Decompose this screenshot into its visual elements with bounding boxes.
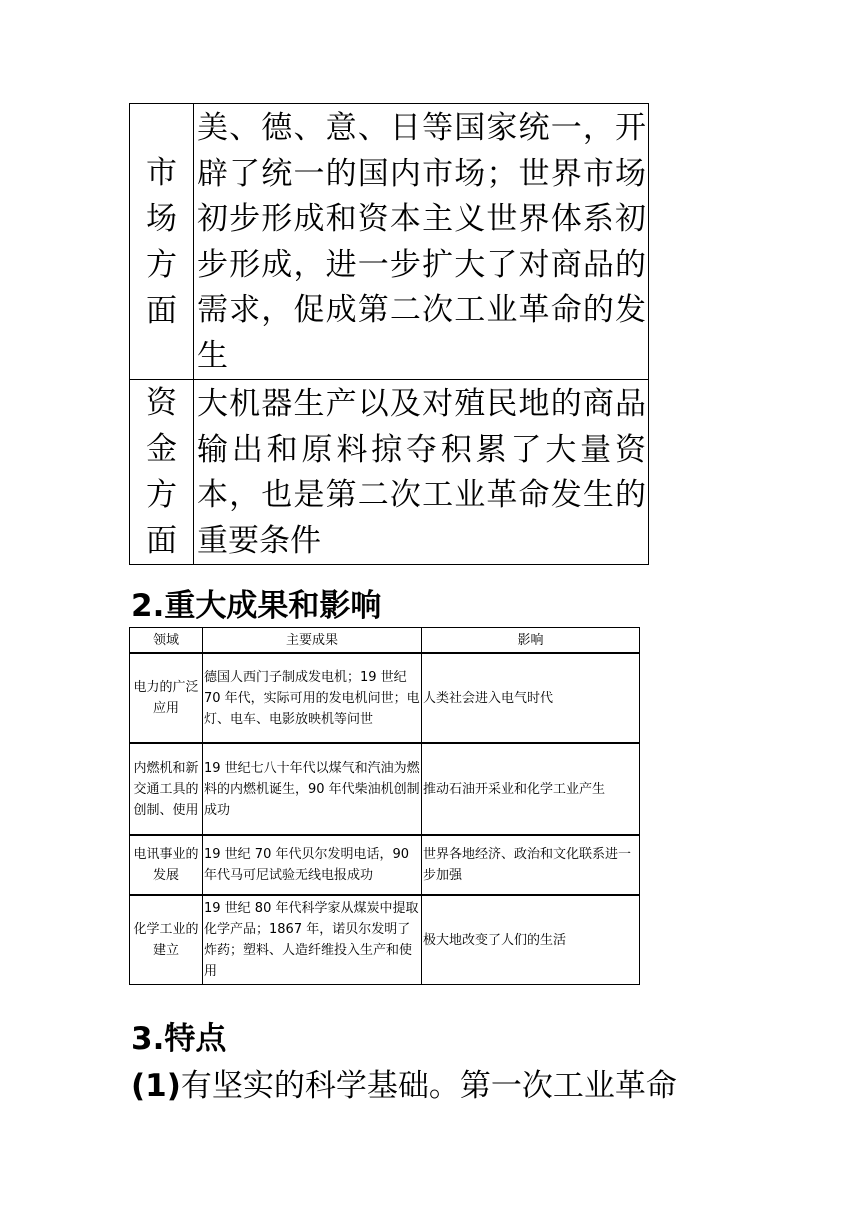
row-value-market: 美、德、意、日等国家统一，开辟了统一的国内市场；世界市场初步形成和资本主义世界体系初步形成，进一步扩大了对商品的需求，促成第二次工业革命的发生: [194, 104, 649, 380]
paragraph: [131, 1065, 677, 1107]
table-row: [130, 653, 640, 743]
section-3-heading: 3.特点: [131, 1021, 227, 1057]
row-value-capital: 大机器生产以及对殖民地的商品输出和原料掠夺积累了大量资本，也是第二次工业革命发生的重要条件: [194, 380, 649, 565]
cell-impact: 世界各地经济、政治和文化联系进一步加强: [422, 835, 640, 895]
cell-field: 内燃机和新交通工具的创制、使用: [130, 743, 203, 835]
cell-field: 电讯事业的发展: [130, 835, 203, 895]
cell-result: 19 世纪 70 年代贝尔发明电话，90 年代马可尼试验无线电报成功: [203, 835, 422, 895]
header-result: 主要成果: [203, 628, 422, 654]
cell-impact: 极大地改变了人们的生活: [422, 895, 640, 985]
key-char: 方: [146, 246, 177, 283]
key-char: 场: [146, 200, 177, 237]
section-2-heading: 2.重大成果和影响: [131, 588, 382, 624]
key-char: 资: [146, 385, 177, 421]
key-char: 市: [146, 154, 177, 191]
conditions-table: [129, 103, 649, 565]
header-impact: 影响: [422, 628, 640, 654]
paragraph-label: (1): [131, 1068, 181, 1104]
cell-field: 化学工业的建立: [130, 895, 203, 985]
paragraph-text: 有坚实的科学基础。第一次工业革命: [180, 1068, 677, 1104]
key-char: 金: [146, 431, 177, 467]
table-row: [130, 104, 649, 380]
cell-result: 德国人西门子制成发电机；19 世纪 70 年代，实际可用的发电机问世；电灯、电车、电影放映机等问世: [203, 653, 422, 743]
row-key-market: [130, 104, 194, 380]
achievements-table: [129, 627, 640, 985]
header-field: 领域: [130, 628, 203, 654]
cell-result: 19 世纪 80 年代科学家从煤炭中提取化学产品；1867 年，诺贝尔发明了炸药；塑料、人造纤维投入生产和使用: [203, 895, 422, 985]
cell-result: 19 世纪七八十年代以煤气和汽油为燃料的内燃机诞生，90 年代柴油机创制成功: [203, 743, 422, 835]
key-char: 方: [146, 477, 177, 513]
table-header-row: [130, 628, 640, 654]
key-char: 面: [146, 523, 177, 559]
table-row: [130, 743, 640, 835]
cell-impact: 人类社会进入电气时代: [422, 653, 640, 743]
table-row: [130, 835, 640, 895]
cell-impact: 推动石油开采业和化学工业产生: [422, 743, 640, 835]
table-row: [130, 380, 649, 565]
cell-field: 电力的广泛应用: [130, 653, 203, 743]
table-row: [130, 895, 640, 985]
row-key-capital: [130, 380, 194, 565]
key-char: 面: [146, 292, 177, 329]
